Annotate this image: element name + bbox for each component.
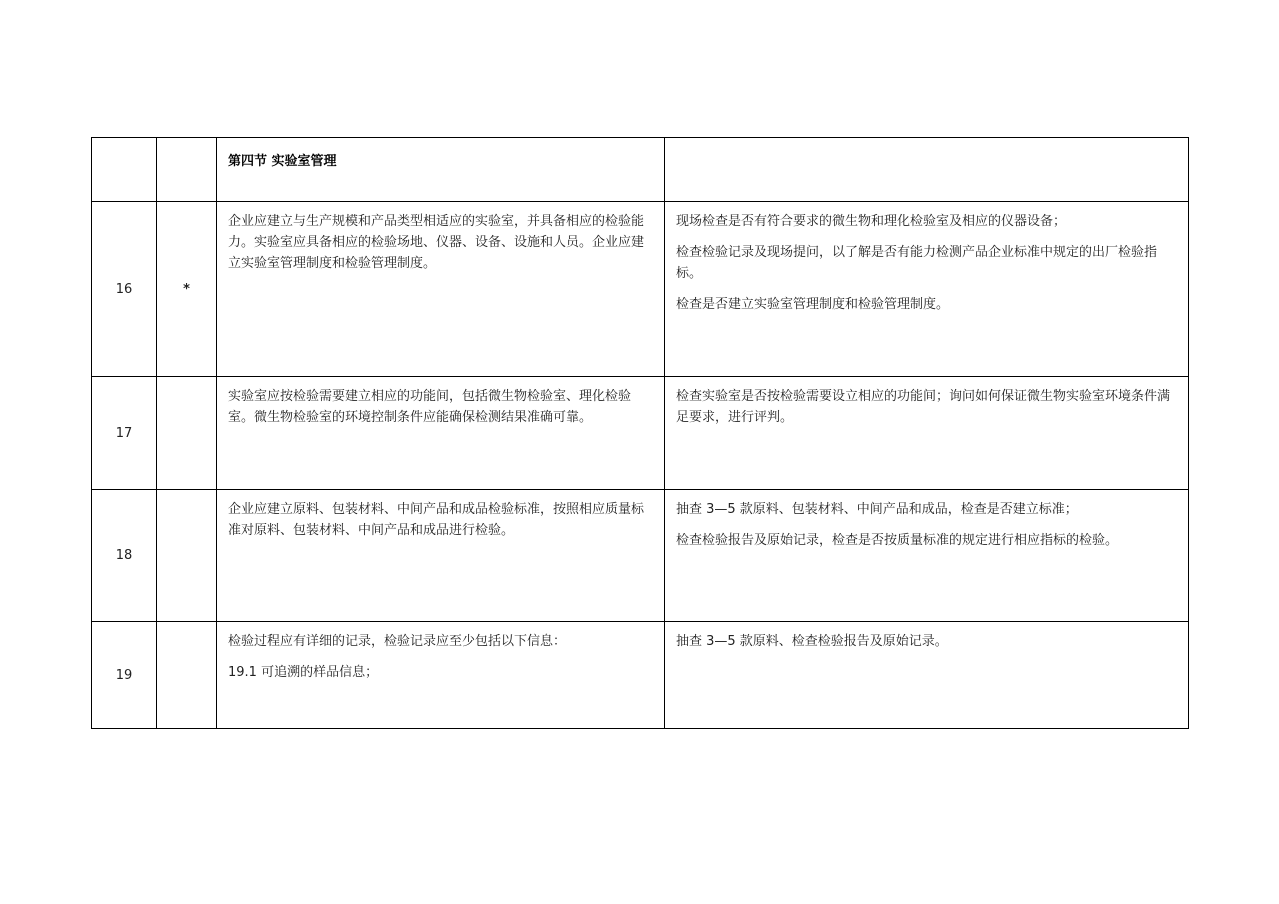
item-number: 18 [92, 490, 157, 622]
check-method-cell [665, 377, 1189, 490]
requirement-cell [217, 622, 665, 729]
table-row [92, 377, 1189, 490]
section-check-cell [665, 138, 1189, 202]
table-row [92, 490, 1189, 622]
check-method-text: 检查检验报告及原始记录，检查是否按质量标准的规定进行相应指标的检验。 [676, 533, 1119, 548]
check-method-cell [665, 202, 1189, 377]
table-row [92, 202, 1189, 377]
check-method-text: 抽查 3—5 款原料、检查检验报告及原始记录。 [676, 634, 948, 649]
check-method-text: 抽查 3—5 款原料、包装材料、中间产品和成品，检查是否建立标准； [676, 502, 1078, 517]
requirement-text: 检验过程应有详细的记录，检验记录应至少包括以下信息： [228, 634, 567, 649]
check-method-text: 检查检验记录及现场提问，以了解是否有能力检测产品企业标准中规定的出厂检验指标。 [676, 245, 1158, 281]
item-number: 19 [92, 622, 157, 729]
check-method-cell [665, 622, 1189, 729]
inspection-table [91, 137, 1189, 729]
requirement-text: 企业应建立与生产规模和产品类型相适应的实验室，并具备相应的检验能力。实验室应具备相应的检验场地、仪器、设备、设施和人员。企业应建立实验室管理制度和检验管理制度。 [228, 214, 645, 271]
check-method-text: 现场检查是否有符合要求的微生物和理化检验室及相应的仪器设备； [676, 214, 1067, 229]
requirement-text: 企业应建立原料、包装材料、中间产品和成品检验标准，按照相应质量标准对原料、包装材料、中间产品和成品进行检验。 [228, 502, 645, 538]
requirement-cell [217, 202, 665, 377]
key-item-mark [157, 377, 217, 490]
requirement-cell [217, 377, 665, 490]
section-header-row [92, 138, 1189, 202]
item-number: 17 [92, 377, 157, 490]
key-item-mark: * [157, 202, 217, 377]
section-mark-cell [157, 138, 217, 202]
section-num-cell [92, 138, 157, 202]
requirement-cell [217, 490, 665, 622]
check-method-text: 检查是否建立实验室管理制度和检验管理制度。 [676, 297, 950, 312]
key-item-mark [157, 490, 217, 622]
item-number: 16 [92, 202, 157, 377]
requirement-text: 实验室应按检验需要建立相应的功能间，包括微生物检验室、理化检验室。微生物检验室的环境控制条件应能确保检测结果准确可靠。 [228, 389, 632, 425]
section-title: 第四节 实验室管理 [217, 138, 665, 202]
check-method-text: 检查实验室是否按检验需要设立相应的功能间；询问如何保证微生物实验室环境条件满足要求，进行评判。 [676, 389, 1171, 425]
requirement-subitem: 19.1 可追溯的样品信息； [228, 665, 379, 680]
table-row [92, 622, 1189, 729]
check-method-cell [665, 490, 1189, 622]
key-item-mark [157, 622, 217, 729]
